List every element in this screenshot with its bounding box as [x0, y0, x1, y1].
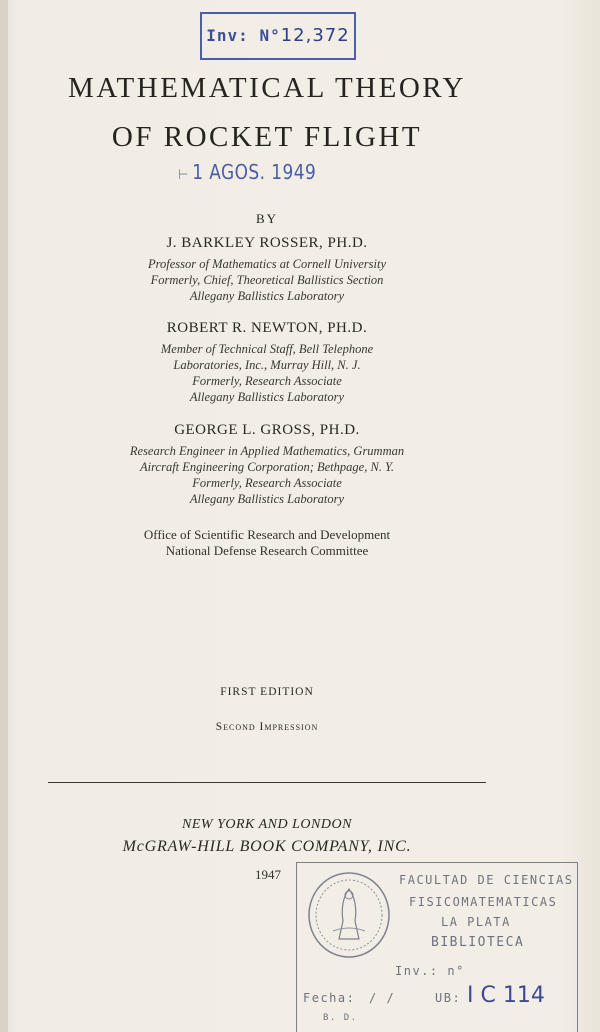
imprint-publisher: McGRAW-HILL BOOK COMPANY, INC. — [122, 838, 412, 855]
impression-line: Second Impression — [215, 721, 319, 733]
library-stamp-ub-label: UB: — [435, 991, 462, 1005]
author-affiliation: Allegany Ballistics Laboratory — [189, 492, 345, 506]
inventory-stamp-number: 12,372 — [280, 25, 350, 46]
sponsor-line: National Defense Research Committee — [165, 543, 369, 558]
library-stamp-line: LA PLATA — [441, 915, 511, 929]
author-affiliation: Formerly, Research Associate — [192, 476, 342, 490]
edition-line: FIRST EDITION — [220, 686, 314, 698]
library-stamp-line: FACULTAD DE CIENCIAS — [399, 873, 574, 887]
university-seal-icon — [303, 869, 395, 961]
date-stamp-text: 1 AGOS. 1949 — [192, 160, 317, 184]
author-affiliation: Member of Technical Staff, Bell Telephone — [160, 342, 374, 356]
library-stamp-date-value: / / — [369, 991, 396, 1005]
by-line: BY — [255, 211, 279, 226]
library-stamp-date-label: Fecha: — [303, 991, 356, 1005]
author-affiliation: Allegany Ballistics Laboratory — [189, 289, 345, 303]
author-affiliation: Allegany Ballistics Laboratory — [189, 390, 345, 404]
author-affiliation: Aircraft Engineering Corporation; Bethpage, N. Y. — [140, 460, 394, 474]
author-affiliation: Formerly, Research Associate — [192, 374, 342, 388]
library-stamp-inv-label: Inv.: n° — [395, 964, 465, 978]
library-stamp-line: FISICOMATEMATICAS — [409, 895, 558, 909]
horizontal-rule — [48, 782, 486, 783]
author-name: J. BARKLEY ROSSER, PH.D. — [166, 235, 368, 251]
library-stamp-line: BIBLIOTECA — [431, 935, 525, 950]
inventory-stamp — [200, 12, 356, 60]
date-stamp — [178, 160, 316, 184]
book-title-line-1: MATHEMATICAL THEORY — [68, 72, 466, 104]
library-stamp-footer: B. D. — [323, 1013, 358, 1023]
author-affiliation: Professor of Mathematics at Cornell University — [147, 257, 387, 271]
binding-gutter — [0, 0, 8, 1032]
author-affiliation: Formerly, Chief, Theoretical Ballistics Section — [150, 273, 384, 287]
book-title-line-2: OF ROCKET FLIGHT — [111, 121, 423, 153]
inventory-stamp-label: Inv: N° — [206, 26, 281, 45]
date-stamp-mark-icon: ⊢ — [178, 167, 189, 183]
sponsor-line: Office of Scientific Research and Development — [143, 527, 391, 542]
author-affiliation: Laboratories, Inc., Murray Hill, N. J. — [173, 358, 361, 372]
author-name: GEORGE L. GROSS, PH.D. — [174, 422, 360, 438]
library-stamp-ub-value: I C 114 — [467, 983, 545, 1008]
author-affiliation: Research Engineer in Applied Mathematics, Grumman — [129, 444, 405, 458]
library-stamp — [296, 862, 578, 1032]
imprint-year: 1947 — [255, 867, 281, 882]
imprint-place: NEW YORK AND LONDON — [182, 817, 352, 832]
author-name: ROBERT R. NEWTON, PH.D. — [166, 320, 368, 336]
